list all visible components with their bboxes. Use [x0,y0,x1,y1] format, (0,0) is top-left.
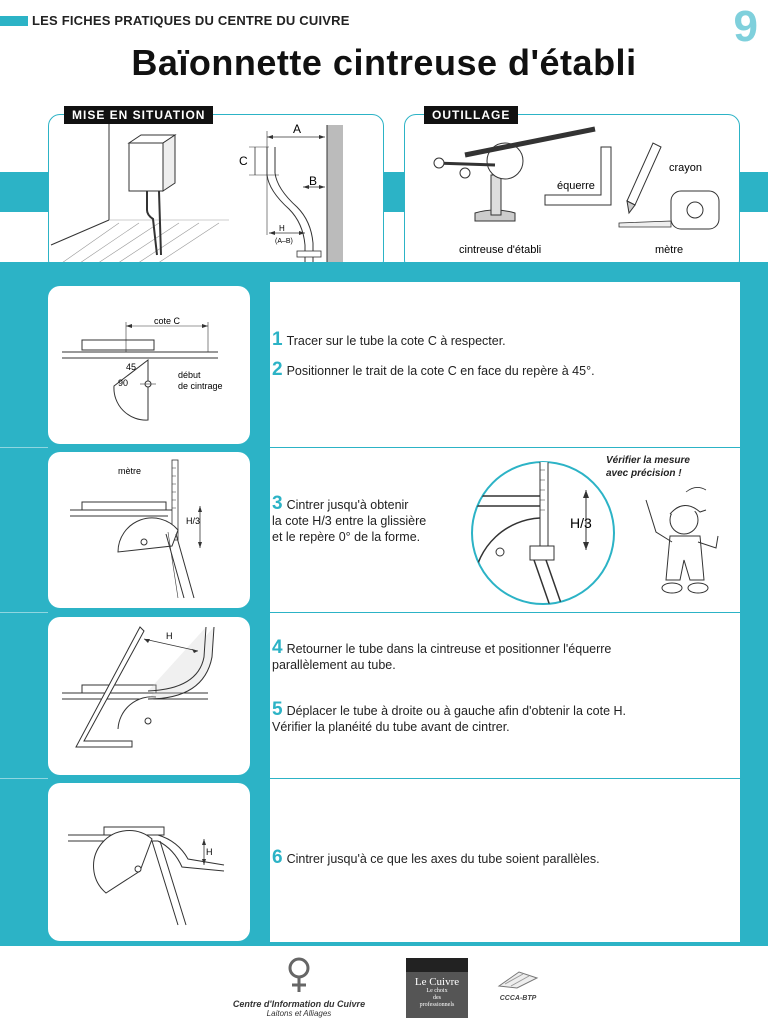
lecuivre-line-1: Le choix [426,988,448,994]
lecuivre-title: Le Cuivre [414,976,460,988]
debut-label-2: de cintrage [178,381,223,391]
h3-label: H/3 [186,516,201,526]
cic-name: Centre d'Information du Cuivre [232,999,366,1009]
separator-left-2 [0,612,48,613]
step-6 [272,847,732,868]
zoom-detail [470,460,616,606]
dim-b: B [309,174,318,188]
separator-1 [270,447,740,448]
situation-box [48,114,384,272]
step-4-line-2: parallèlement au tube. [272,658,396,672]
step-3-number: 3 [272,493,283,514]
page-title: Baïonnette cintreuse d'établi [131,42,637,83]
step-4-number: 4 [272,637,283,658]
lecuivre-line-3: professionnels [419,1002,455,1008]
callout-line-2: avec précision ! [606,468,682,479]
step-4-line-1: Retourner le tube dans la cintreuse et positionner l'équerre [286,642,612,656]
situation-label: MISE EN SITUATION [64,106,213,124]
situation-drawing [49,115,383,271]
step-2-number: 2 [272,359,283,380]
ccca-name: CCCA-BTP [499,995,537,1002]
angle-90: 90 [118,378,129,388]
tool-equerre: équerre [557,180,595,192]
series-title: LES FICHES PRATIQUES DU CENTRE DU CUIVRE [32,13,350,28]
dim-c: C [239,154,248,168]
lecuivre-line-2: des [433,995,441,1001]
tool-metre: mètre [655,244,684,256]
separator-left-1 [0,447,48,448]
h-label-d3: H [166,631,173,641]
outillage-box [404,114,740,272]
outillage-drawing [405,115,739,271]
dim-h: H [279,224,285,233]
main-band-right [740,262,768,946]
cote-c-label: cote C [154,316,181,326]
main-band-top [0,262,768,282]
diagram-card-3 [48,617,250,775]
debut-label-1: début [178,370,201,380]
step-1-line-1: Tracer sur le tube la cote C à respecter. [286,334,506,348]
h-label-d4: H [206,847,213,857]
step-5 [272,699,732,735]
header-accent-bar [0,16,28,26]
mascot [636,480,736,610]
logo-ccca [490,968,546,1008]
step-3-line-3: et le repère 0° de la forme. [272,530,421,544]
step-3-line-2: la cote H/3 entre la glissière [272,514,427,528]
step-2-line-1: Positionner le trait de la cote C en face du repère à 45°. [286,364,595,378]
step-5-line-1: Déplacer le tube à droite ou à gauche afin d'obtenir la cote H. [286,704,626,718]
step-1-number: 1 [272,329,283,350]
diagram-card-4 [48,783,250,941]
dim-h-formula: (A–B) [275,238,293,245]
venus-icon [279,954,319,994]
cic-sub: Laitons et Alliages [266,1009,332,1018]
tool-crayon: crayon [669,162,703,174]
separator-left-3 [0,778,48,779]
step-6-line-1: Cintrer jusqu'à ce que les axes du tube soient parallèles. [286,852,600,866]
step-3-line-1: Cintrer jusqu'à obtenir [286,498,409,512]
zoom-h3-label: H/3 [570,515,592,531]
page-number: 9 [733,2,758,51]
outillage-label: OUTILLAGE [424,106,518,124]
metre-label: mètre [118,466,142,476]
dim-a: A [293,122,302,136]
step-5-line-2: Vérifier la planéité du tube avant de cintrer. [272,720,510,734]
separator-3 [270,778,740,779]
separator-2 [270,612,740,613]
step-1 [272,329,732,350]
step-3 [272,493,472,545]
logo-centre-cuivre [224,954,374,1020]
callout-text [606,454,706,480]
diagram-card-1 [48,286,250,444]
angle-45: 45 [126,362,137,372]
step-5-number: 5 [272,699,283,720]
ccca-icon [495,968,541,990]
callout-line-1: Vérifier la mesure [606,455,690,466]
step-4 [272,637,732,673]
step-6-number: 6 [272,847,283,868]
diagram-card-2 [48,452,250,608]
logo-le-cuivre [406,958,468,1018]
main-band-bottom [0,942,768,946]
tool-cintreuse: cintreuse d'établi [459,244,542,256]
step-2 [272,359,732,380]
